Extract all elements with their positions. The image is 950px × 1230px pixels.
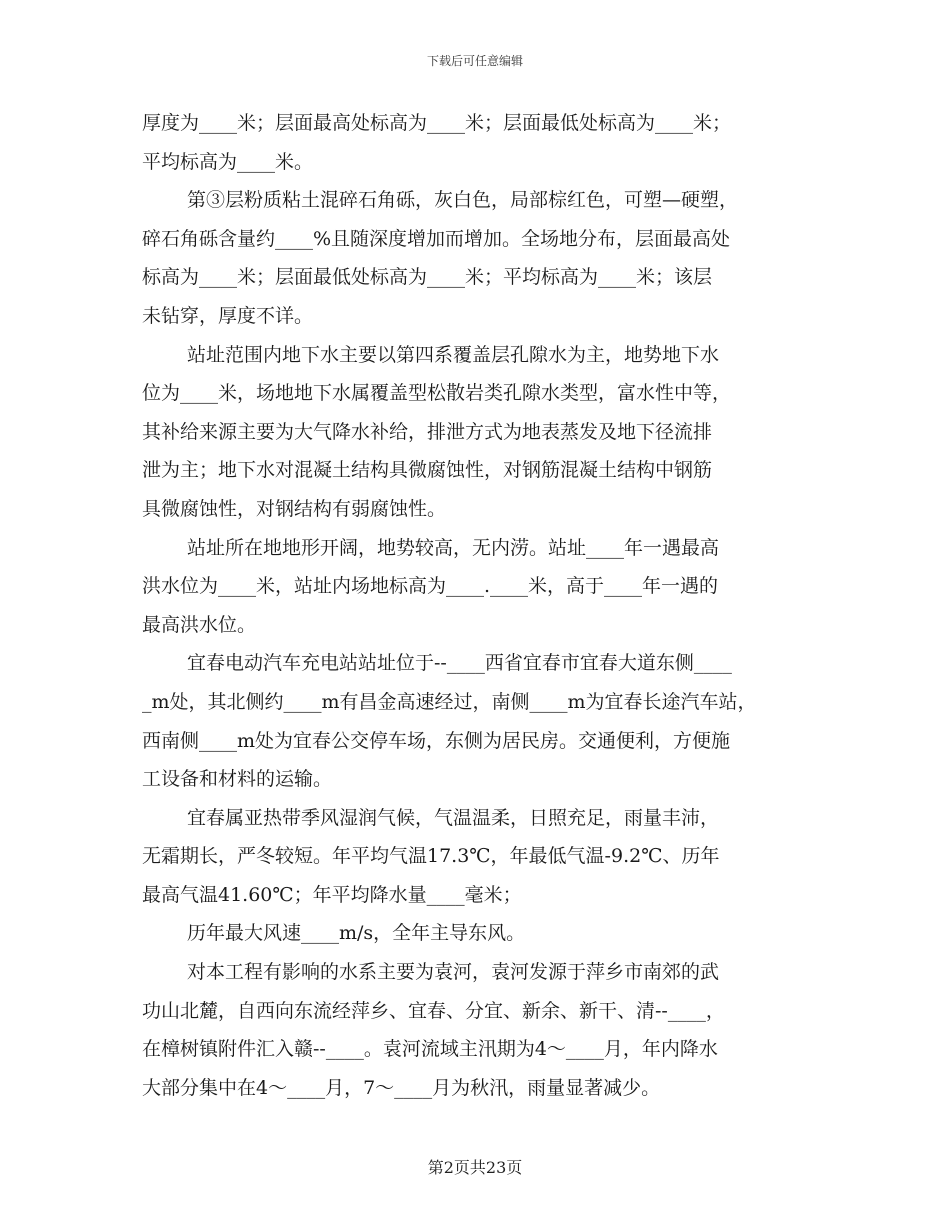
text-line: 位为____米，场地地下水属覆盖型松散岩类孔隙水类型，富水性中等， — [142, 382, 732, 405]
paragraph-start-line: 第③层粉质粘土混碎石角砾，灰白色，局部棕红色，可塑—硬塑， — [187, 189, 739, 212]
text-line: 厚度为____米；层面最高处标高为____米；层面最低处标高为____米； — [142, 112, 732, 134]
paragraph-start-line: 对本工程有影响的水系主要为袁河，袁河发源于萍乡市南郊的武 — [187, 961, 720, 984]
text-line: 其补给来源主要为大气降水补给，排泄方式为地表蒸发及地下径流排 — [142, 420, 713, 443]
text-line: 西南侧____m处为宜春公交停车场，东侧为居民房。交通便利，方便施 — [142, 729, 731, 752]
text-line: 最高洪水位。 — [142, 613, 257, 636]
text-line: 具微腐蚀性，对钢结构有弱腐蚀性。 — [142, 497, 447, 520]
text-line: 在樟树镇附件汇入赣--____。袁河流域主汛期为4～____月，年内降水 — [142, 1038, 718, 1061]
paragraph-start-line: 站址所在地地形开阔，地势较高，无内涝。站址____年一遇最高 — [187, 536, 720, 559]
text-line: 工设备和材料的运输。 — [142, 768, 333, 791]
text-line: _m处，其北侧约____m有昌金高速经过，南侧____m为宜春长途汽车站， — [142, 690, 757, 713]
text-line: 功山北麓，自西向东流经萍乡、宜春、分宜、新余、新干、清--____， — [142, 999, 725, 1022]
document-body — [142, 104, 822, 1107]
text-line: 标高为____米；层面最低处标高为____米；平均标高为____米；该层 — [142, 266, 713, 289]
text-line: 平均标高为____米。 — [142, 150, 314, 173]
text-line: 最高气温41.60℃；年平均降水量____毫米； — [142, 883, 522, 906]
text-line: 洪水位为____米，站址内场地标高为____.____米，高于____年一遇的 — [142, 575, 719, 598]
paragraph-start-line: 宜春电动汽车充电站站址位于--____西省宜春市宜春大道东侧____ — [187, 652, 732, 675]
text-line: 泄为主；地下水对混凝土结构具微腐蚀性，对钢筋混凝土结构中钢筋 — [142, 459, 713, 482]
page-number: 第2页共23页 — [427, 1158, 523, 1177]
page-header: 下载后可任意编辑 — [426, 54, 523, 68]
paragraph-start-line: 站址范围内地下水主要以第四系覆盖层孔隙水为主，地势地下水 — [187, 343, 720, 366]
paragraph-start-line: 历年最大风速____m/s，全年主导东风。 — [187, 922, 526, 945]
text-line: 无霜期长，严冬较短。年平均气温17.3℃，年最低气温-9.2℃、历年 — [142, 845, 720, 868]
text-line: 碎石角砾含量约____%且随深度增加而增加。全场地分布，层面最高处 — [142, 227, 731, 250]
text-line: 大部分集中在4～____月，7～____月为秋汛，雨量显著减少。 — [142, 1076, 661, 1099]
text-line: 未钻穿，厚度不详。 — [142, 304, 314, 327]
paragraph-start-line: 宜春属亚热带季风湿润气候，气温温柔，日照充足，雨量丰沛， — [187, 806, 720, 829]
